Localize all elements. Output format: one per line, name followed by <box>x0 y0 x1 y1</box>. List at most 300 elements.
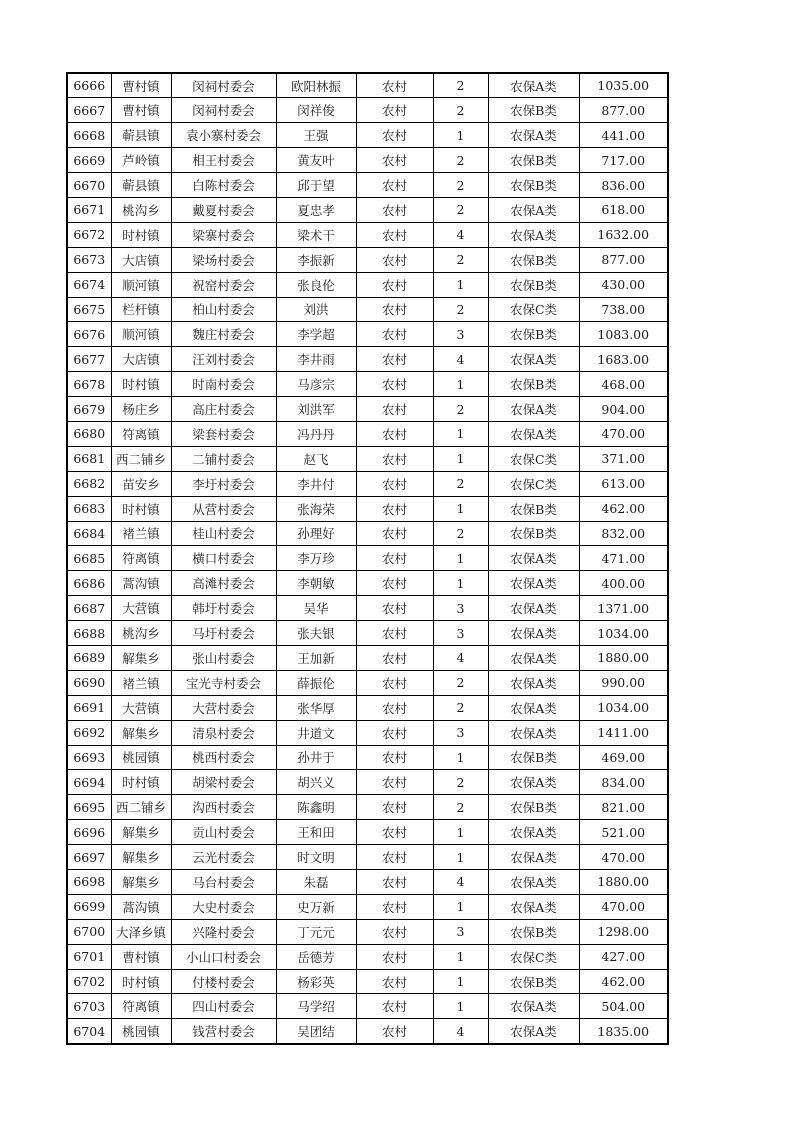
cell-town: 解集乡 <box>111 820 171 845</box>
cell-town: 时村镇 <box>111 496 171 521</box>
table-row <box>67 770 668 795</box>
cell-amount: 877.00 <box>579 98 668 123</box>
cell-village-committee: 袁小寨村委会 <box>171 123 276 148</box>
cell-record-id: 6694 <box>67 770 111 795</box>
cell-village-committee: 胡梁村委会 <box>171 770 276 795</box>
cell-record-id: 6702 <box>67 969 111 994</box>
cell-person-count: 2 <box>433 795 488 820</box>
cell-residence-type: 农村 <box>356 98 433 123</box>
table-row <box>67 820 668 845</box>
cell-insurance-category: 农保B类 <box>488 795 579 820</box>
cell-person-name: 马彦宗 <box>276 372 356 397</box>
cell-person-count: 3 <box>433 919 488 944</box>
cell-person-count: 1 <box>433 372 488 397</box>
cell-village-committee: 从营村委会 <box>171 496 276 521</box>
cell-insurance-category: 农保A类 <box>488 870 579 895</box>
cell-person-count: 1 <box>433 123 488 148</box>
cell-insurance-category: 农保B类 <box>488 372 579 397</box>
cell-person-name: 井道文 <box>276 720 356 745</box>
cell-town: 桃园镇 <box>111 745 171 770</box>
cell-amount: 904.00 <box>579 397 668 422</box>
cell-residence-type: 农村 <box>356 720 433 745</box>
cell-person-count: 3 <box>433 596 488 621</box>
cell-amount: 469.00 <box>579 745 668 770</box>
cell-record-id: 6698 <box>67 870 111 895</box>
cell-town: 蕲县镇 <box>111 173 171 198</box>
cell-record-id: 6695 <box>67 795 111 820</box>
cell-amount: 471.00 <box>579 546 668 571</box>
cell-record-id: 6692 <box>67 720 111 745</box>
cell-insurance-category: 农保A类 <box>488 670 579 695</box>
cell-person-count: 1 <box>433 820 488 845</box>
cell-residence-type: 农村 <box>356 397 433 422</box>
cell-town: 时村镇 <box>111 969 171 994</box>
cell-insurance-category: 农保A类 <box>488 645 579 670</box>
cell-person-name: 杨彩英 <box>276 969 356 994</box>
cell-person-count: 2 <box>433 173 488 198</box>
cell-residence-type: 农村 <box>356 521 433 546</box>
table-row <box>67 919 668 944</box>
cell-amount: 427.00 <box>579 944 668 969</box>
cell-amount: 468.00 <box>579 372 668 397</box>
cell-town: 杨庄乡 <box>111 397 171 422</box>
table-row <box>67 173 668 198</box>
cell-person-name: 丁元元 <box>276 919 356 944</box>
cell-village-committee: 韩圩村委会 <box>171 596 276 621</box>
cell-residence-type: 农村 <box>356 73 433 98</box>
cell-record-id: 6686 <box>67 571 111 596</box>
cell-person-count: 3 <box>433 621 488 646</box>
cell-record-id: 6682 <box>67 471 111 496</box>
cell-residence-type: 农村 <box>356 919 433 944</box>
table-row <box>67 994 668 1019</box>
cell-person-name: 李井雨 <box>276 347 356 372</box>
table-row <box>67 197 668 222</box>
cell-record-id: 6674 <box>67 272 111 297</box>
cell-town: 曹村镇 <box>111 73 171 98</box>
cell-village-committee: 闵祠村委会 <box>171 98 276 123</box>
cell-amount: 521.00 <box>579 820 668 845</box>
cell-record-id: 6667 <box>67 98 111 123</box>
cell-amount: 1880.00 <box>579 645 668 670</box>
table-row <box>67 969 668 994</box>
cell-amount: 1880.00 <box>579 870 668 895</box>
table-row <box>67 471 668 496</box>
cell-person-count: 2 <box>433 98 488 123</box>
cell-residence-type: 农村 <box>356 546 433 571</box>
cell-amount: 832.00 <box>579 521 668 546</box>
cell-town: 解集乡 <box>111 645 171 670</box>
cell-residence-type: 农村 <box>356 247 433 272</box>
cell-town: 西二铺乡 <box>111 446 171 471</box>
cell-person-count: 2 <box>433 471 488 496</box>
cell-person-count: 2 <box>433 670 488 695</box>
table-row <box>67 894 668 919</box>
cell-village-committee: 魏庄村委会 <box>171 322 276 347</box>
cell-amount: 504.00 <box>579 994 668 1019</box>
cell-town: 符离镇 <box>111 421 171 446</box>
cell-amount: 836.00 <box>579 173 668 198</box>
cell-residence-type: 农村 <box>356 770 433 795</box>
cell-person-name: 黄友叶 <box>276 148 356 173</box>
cell-person-count: 1 <box>433 571 488 596</box>
cell-amount: 618.00 <box>579 197 668 222</box>
cell-village-committee: 沟西村委会 <box>171 795 276 820</box>
cell-person-name: 张良伦 <box>276 272 356 297</box>
cell-person-count: 4 <box>433 347 488 372</box>
cell-town: 解集乡 <box>111 845 171 870</box>
cell-person-count: 1 <box>433 546 488 571</box>
cell-town: 顺河镇 <box>111 322 171 347</box>
cell-person-name: 梁术干 <box>276 222 356 247</box>
cell-insurance-category: 农保A类 <box>488 571 579 596</box>
table-row <box>67 720 668 745</box>
cell-record-id: 6684 <box>67 521 111 546</box>
cell-amount: 470.00 <box>579 421 668 446</box>
cell-residence-type: 农村 <box>356 645 433 670</box>
cell-person-count: 2 <box>433 695 488 720</box>
cell-town: 桃园镇 <box>111 1019 171 1044</box>
cell-insurance-category: 农保B类 <box>488 98 579 123</box>
cell-record-id: 6690 <box>67 670 111 695</box>
cell-person-name: 李井付 <box>276 471 356 496</box>
cell-insurance-category: 农保A类 <box>488 347 579 372</box>
table-row <box>67 1019 668 1044</box>
cell-amount: 1083.00 <box>579 322 668 347</box>
cell-insurance-category: 农保A类 <box>488 197 579 222</box>
cell-residence-type: 农村 <box>356 148 433 173</box>
cell-amount: 462.00 <box>579 496 668 521</box>
cell-residence-type: 农村 <box>356 994 433 1019</box>
cell-person-name: 刘洪 <box>276 297 356 322</box>
cell-insurance-category: 农保A类 <box>488 994 579 1019</box>
table-row <box>67 446 668 471</box>
cell-record-id: 6697 <box>67 845 111 870</box>
cell-record-id: 6688 <box>67 621 111 646</box>
cell-town: 大店镇 <box>111 247 171 272</box>
cell-village-committee: 贡山村委会 <box>171 820 276 845</box>
cell-insurance-category: 农保C类 <box>488 297 579 322</box>
cell-town: 大营镇 <box>111 596 171 621</box>
cell-person-count: 1 <box>433 994 488 1019</box>
cell-record-id: 6677 <box>67 347 111 372</box>
cell-residence-type: 农村 <box>356 372 433 397</box>
cell-residence-type: 农村 <box>356 596 433 621</box>
table-row <box>67 372 668 397</box>
cell-village-committee: 汪刘村委会 <box>171 347 276 372</box>
cell-amount: 613.00 <box>579 471 668 496</box>
cell-town: 解集乡 <box>111 870 171 895</box>
cell-village-committee: 大营村委会 <box>171 695 276 720</box>
cell-person-name: 李万珍 <box>276 546 356 571</box>
cell-insurance-category: 农保A类 <box>488 845 579 870</box>
cell-person-name: 时文明 <box>276 845 356 870</box>
cell-town: 顺河镇 <box>111 272 171 297</box>
cell-residence-type: 农村 <box>356 695 433 720</box>
cell-record-id: 6701 <box>67 944 111 969</box>
cell-person-count: 1 <box>433 421 488 446</box>
table-row <box>67 745 668 770</box>
cell-town: 符离镇 <box>111 994 171 1019</box>
table-row <box>67 347 668 372</box>
cell-person-name: 张海荣 <box>276 496 356 521</box>
cell-person-name: 孙井于 <box>276 745 356 770</box>
cell-village-committee: 闵祠村委会 <box>171 73 276 98</box>
table-row <box>67 322 668 347</box>
cell-record-id: 6672 <box>67 222 111 247</box>
cell-amount: 430.00 <box>579 272 668 297</box>
cell-record-id: 6681 <box>67 446 111 471</box>
cell-town: 时村镇 <box>111 372 171 397</box>
cell-residence-type: 农村 <box>356 670 433 695</box>
cell-residence-type: 农村 <box>356 421 433 446</box>
cell-insurance-category: 农保A类 <box>488 222 579 247</box>
table-row <box>67 546 668 571</box>
cell-amount: 834.00 <box>579 770 668 795</box>
cell-town: 曹村镇 <box>111 98 171 123</box>
cell-insurance-category: 农保A类 <box>488 720 579 745</box>
cell-town: 褚兰镇 <box>111 521 171 546</box>
cell-record-id: 6675 <box>67 297 111 322</box>
cell-person-name: 邱于望 <box>276 173 356 198</box>
cell-town: 桃沟乡 <box>111 621 171 646</box>
cell-village-committee: 高庄村委会 <box>171 397 276 422</box>
cell-village-committee: 梁场村委会 <box>171 247 276 272</box>
cell-residence-type: 农村 <box>356 123 433 148</box>
cell-residence-type: 农村 <box>356 820 433 845</box>
cell-insurance-category: 农保A类 <box>488 596 579 621</box>
cell-village-committee: 梁寨村委会 <box>171 222 276 247</box>
cell-amount: 1632.00 <box>579 222 668 247</box>
cell-amount: 1835.00 <box>579 1019 668 1044</box>
cell-person-name: 薛振伦 <box>276 670 356 695</box>
cell-residence-type: 农村 <box>356 795 433 820</box>
cell-person-count: 4 <box>433 1019 488 1044</box>
cell-person-count: 2 <box>433 247 488 272</box>
cell-residence-type: 农村 <box>356 894 433 919</box>
cell-town: 大泽乡镇 <box>111 919 171 944</box>
cell-record-id: 6669 <box>67 148 111 173</box>
cell-person-name: 吴团结 <box>276 1019 356 1044</box>
cell-record-id: 6704 <box>67 1019 111 1044</box>
cell-town: 桃沟乡 <box>111 197 171 222</box>
cell-record-id: 6679 <box>67 397 111 422</box>
cell-record-id: 6668 <box>67 123 111 148</box>
cell-person-count: 1 <box>433 745 488 770</box>
cell-village-committee: 时南村委会 <box>171 372 276 397</box>
cell-insurance-category: 农保A类 <box>488 123 579 148</box>
cell-record-id: 6699 <box>67 894 111 919</box>
cell-amount: 877.00 <box>579 247 668 272</box>
cell-person-name: 史万新 <box>276 894 356 919</box>
cell-village-committee: 马圩村委会 <box>171 621 276 646</box>
cell-amount: 470.00 <box>579 894 668 919</box>
table-row <box>67 795 668 820</box>
cell-person-name: 孙理好 <box>276 521 356 546</box>
cell-town: 曹村镇 <box>111 944 171 969</box>
cell-person-count: 2 <box>433 148 488 173</box>
cell-person-count: 4 <box>433 870 488 895</box>
table-row <box>67 944 668 969</box>
cell-person-count: 4 <box>433 222 488 247</box>
cell-amount: 462.00 <box>579 969 668 994</box>
cell-person-name: 王和田 <box>276 820 356 845</box>
table-row <box>67 845 668 870</box>
table-row <box>67 596 668 621</box>
table-row <box>67 645 668 670</box>
cell-insurance-category: 农保B类 <box>488 322 579 347</box>
cell-village-committee: 小山口村委会 <box>171 944 276 969</box>
cell-town: 蒿沟镇 <box>111 894 171 919</box>
cell-amount: 441.00 <box>579 123 668 148</box>
cell-town: 蕲县镇 <box>111 123 171 148</box>
cell-amount: 821.00 <box>579 795 668 820</box>
table-row <box>67 247 668 272</box>
cell-insurance-category: 农保A类 <box>488 1019 579 1044</box>
cell-record-id: 6671 <box>67 197 111 222</box>
cell-insurance-category: 农保A类 <box>488 621 579 646</box>
table-row <box>67 73 668 98</box>
cell-residence-type: 农村 <box>356 471 433 496</box>
cell-village-committee: 桂山村委会 <box>171 521 276 546</box>
cell-record-id: 6687 <box>67 596 111 621</box>
cell-person-count: 4 <box>433 645 488 670</box>
cell-amount: 470.00 <box>579 845 668 870</box>
cell-town: 大营镇 <box>111 695 171 720</box>
cell-person-name: 王加新 <box>276 645 356 670</box>
cell-person-name: 岳德芳 <box>276 944 356 969</box>
cell-person-count: 1 <box>433 944 488 969</box>
cell-amount: 1034.00 <box>579 621 668 646</box>
table-row <box>67 123 668 148</box>
cell-residence-type: 农村 <box>356 1019 433 1044</box>
cell-village-committee: 付楼村委会 <box>171 969 276 994</box>
cell-residence-type: 农村 <box>356 322 433 347</box>
cell-insurance-category: 农保B类 <box>488 148 579 173</box>
cell-residence-type: 农村 <box>356 347 433 372</box>
cell-person-count: 1 <box>433 272 488 297</box>
cell-person-count: 1 <box>433 969 488 994</box>
cell-residence-type: 农村 <box>356 297 433 322</box>
cell-insurance-category: 农保B类 <box>488 173 579 198</box>
cell-village-committee: 柏山村委会 <box>171 297 276 322</box>
cell-village-committee: 高滩村委会 <box>171 571 276 596</box>
cell-insurance-category: 农保C类 <box>488 471 579 496</box>
table-row <box>67 148 668 173</box>
cell-village-committee: 钱营村委会 <box>171 1019 276 1044</box>
cell-person-name: 吴华 <box>276 596 356 621</box>
cell-person-count: 1 <box>433 446 488 471</box>
cell-town: 苗安乡 <box>111 471 171 496</box>
cell-amount: 371.00 <box>579 446 668 471</box>
cell-record-id: 6700 <box>67 919 111 944</box>
cell-person-count: 1 <box>433 894 488 919</box>
table-row <box>67 496 668 521</box>
cell-person-name: 马学绍 <box>276 994 356 1019</box>
cell-town: 西二铺乡 <box>111 795 171 820</box>
cell-record-id: 6693 <box>67 745 111 770</box>
cell-person-count: 2 <box>433 770 488 795</box>
cell-insurance-category: 农保A类 <box>488 546 579 571</box>
cell-insurance-category: 农保B类 <box>488 496 579 521</box>
cell-record-id: 6696 <box>67 820 111 845</box>
cell-insurance-category: 农保B类 <box>488 247 579 272</box>
cell-person-count: 2 <box>433 397 488 422</box>
cell-village-committee: 张山村委会 <box>171 645 276 670</box>
table-row <box>67 272 668 297</box>
cell-person-count: 1 <box>433 496 488 521</box>
cell-person-name: 夏忠孝 <box>276 197 356 222</box>
table-row <box>67 98 668 123</box>
cell-insurance-category: 农保A类 <box>488 770 579 795</box>
cell-village-committee: 大史村委会 <box>171 894 276 919</box>
records-table-body <box>67 73 668 1044</box>
cell-record-id: 6691 <box>67 695 111 720</box>
cell-insurance-category: 农保A类 <box>488 73 579 98</box>
cell-village-committee: 云光村委会 <box>171 845 276 870</box>
cell-residence-type: 农村 <box>356 496 433 521</box>
table-row <box>67 397 668 422</box>
cell-village-committee: 二铺村委会 <box>171 446 276 471</box>
cell-insurance-category: 农保A类 <box>488 894 579 919</box>
cell-amount: 1035.00 <box>579 73 668 98</box>
table-row <box>67 870 668 895</box>
table-row <box>67 222 668 247</box>
cell-insurance-category: 农保A类 <box>488 421 579 446</box>
cell-village-committee: 祝窑村委会 <box>171 272 276 297</box>
cell-person-name: 朱磊 <box>276 870 356 895</box>
cell-town: 大店镇 <box>111 347 171 372</box>
cell-residence-type: 农村 <box>356 870 433 895</box>
cell-village-committee: 马台村委会 <box>171 870 276 895</box>
cell-insurance-category: 农保A类 <box>488 397 579 422</box>
cell-residence-type: 农村 <box>356 571 433 596</box>
table-row <box>67 421 668 446</box>
cell-person-count: 3 <box>433 322 488 347</box>
cell-insurance-category: 农保C类 <box>488 944 579 969</box>
cell-village-committee: 四山村委会 <box>171 994 276 1019</box>
cell-town: 时村镇 <box>111 222 171 247</box>
cell-record-id: 6683 <box>67 496 111 521</box>
cell-amount: 990.00 <box>579 670 668 695</box>
cell-person-name: 刘洪军 <box>276 397 356 422</box>
cell-residence-type: 农村 <box>356 173 433 198</box>
cell-person-name: 欧阳林振 <box>276 73 356 98</box>
cell-insurance-category: 农保B类 <box>488 272 579 297</box>
cell-village-committee: 兴隆村委会 <box>171 919 276 944</box>
cell-amount: 717.00 <box>579 148 668 173</box>
cell-record-id: 6685 <box>67 546 111 571</box>
cell-residence-type: 农村 <box>356 197 433 222</box>
cell-insurance-category: 农保B类 <box>488 919 579 944</box>
cell-village-committee: 戴夏村委会 <box>171 197 276 222</box>
cell-village-committee: 李圩村委会 <box>171 471 276 496</box>
cell-village-committee: 相王村委会 <box>171 148 276 173</box>
cell-amount: 1411.00 <box>579 720 668 745</box>
cell-residence-type: 农村 <box>356 446 433 471</box>
cell-person-name: 胡兴义 <box>276 770 356 795</box>
cell-village-committee: 清泉村委会 <box>171 720 276 745</box>
cell-village-committee: 桃西村委会 <box>171 745 276 770</box>
cell-village-committee: 宝光寺村委会 <box>171 670 276 695</box>
cell-amount: 1371.00 <box>579 596 668 621</box>
cell-village-committee: 白陈村委会 <box>171 173 276 198</box>
cell-record-id: 6680 <box>67 421 111 446</box>
cell-person-name: 冯丹丹 <box>276 421 356 446</box>
cell-town: 时村镇 <box>111 770 171 795</box>
cell-person-name: 赵飞 <box>276 446 356 471</box>
cell-town: 芦岭镇 <box>111 148 171 173</box>
